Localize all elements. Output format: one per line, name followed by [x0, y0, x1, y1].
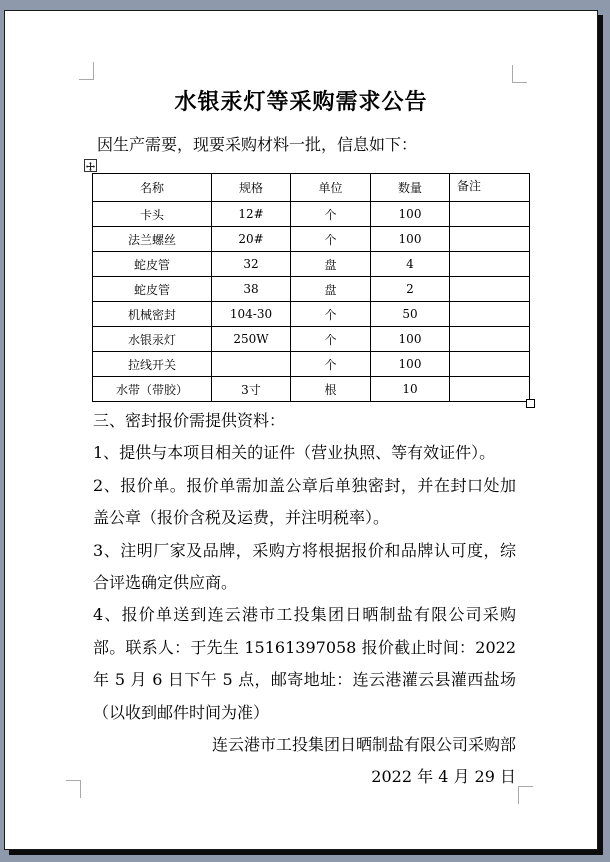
document-page: [4, 10, 598, 850]
table-cell: 250W: [212, 327, 291, 352]
table-cell: 4: [371, 252, 450, 277]
margin-mark-top-left: [79, 62, 94, 80]
table-cell: [212, 352, 291, 377]
table-cell: [450, 227, 530, 252]
table-row: [93, 302, 530, 327]
table-cell: 个: [291, 202, 371, 227]
table-cell: 104-30: [212, 302, 291, 327]
table-cell: [450, 202, 530, 227]
table-row: [93, 227, 530, 252]
table-row: [93, 377, 530, 402]
table-cell: 法兰螺丝: [93, 227, 212, 252]
table-cell: 12#: [212, 202, 291, 227]
margin-mark-bottom-left: [66, 780, 81, 798]
table-cell: 100: [371, 352, 450, 377]
table-cell: 盘: [291, 277, 371, 302]
table-header-cell: 单位: [291, 174, 371, 202]
table-cell: [450, 327, 530, 352]
table-row: [93, 352, 530, 377]
table-cell: 个: [291, 327, 371, 352]
table-row: [93, 277, 530, 302]
table-cell: 个: [291, 302, 371, 327]
table-header-cell: 数量: [371, 174, 450, 202]
date-line: 2022 年 4 月 29 日: [371, 767, 516, 787]
list-item-2: 2、报价单。报价单需加盖公章后单独密封，并在封口处加盖公章（报价含税及运费，并注明税率）。: [93, 475, 516, 528]
table-cell: 水银汞灯: [93, 327, 212, 352]
table-cell: 机械密封: [93, 302, 212, 327]
table-row: [93, 202, 530, 227]
table-row: [93, 327, 530, 352]
table-cell: 个: [291, 352, 371, 377]
table-cell: [450, 252, 530, 277]
table-cell: 38: [212, 277, 291, 302]
table-cell: 100: [371, 227, 450, 252]
table-cell: 盘: [291, 252, 371, 277]
section-heading: 三、密封报价需提供资料：: [93, 411, 286, 430]
table-cell: 个: [291, 227, 371, 252]
table-header-row: [93, 174, 530, 202]
table-row: [93, 252, 530, 277]
table-cell: [450, 302, 530, 327]
table-cell: 卡头: [93, 202, 212, 227]
table-cell: 根: [291, 377, 371, 402]
document-title: 水银汞灯等采购需求公告: [174, 89, 428, 115]
margin-mark-top-right: [512, 65, 527, 83]
table-cell: 100: [371, 202, 450, 227]
table-cell: [450, 352, 530, 377]
table-header-cell: 名称: [93, 174, 212, 202]
table-cell: 拉线开关: [93, 352, 212, 377]
table-cell: 蛇皮管: [93, 252, 212, 277]
table-cell: [450, 277, 530, 302]
list-item-3: 3、注明厂家及品牌，采购方将根据报价和品牌认可度，综合评选确定供应商。: [93, 540, 516, 593]
table-cell: 蛇皮管: [93, 277, 212, 302]
procurement-table: [92, 173, 530, 402]
body-text: [93, 405, 516, 794]
table-resize-handle[interactable]: [526, 399, 535, 408]
table-move-handle[interactable]: [84, 159, 97, 172]
table-cell: 水带（带胶）: [93, 377, 212, 402]
table-cell: 2: [371, 277, 450, 302]
table-cell: [450, 377, 530, 402]
list-item-1: 1、提供与本项目相关的证件（营业执照、等有效证件）。: [93, 443, 496, 463]
intro-paragraph: 因生产需要，现要采购材料一批，信息如下：: [97, 135, 418, 154]
table-cell: 10: [371, 377, 450, 402]
list-item-4: 4、报价单送到连云港市工投集团日晒制盐有限公司采购部。联系人：于先生 15161397058 报价截止时间：2022 年 5 月 6 日下午 5 点，邮寄地址：连云港灌云县灌西盐场（以收到邮件时间为准）: [93, 605, 516, 722]
margin-mark-bottom-right: [518, 786, 533, 804]
signature-line: 连云港市工投集团日晒制盐有限公司采购部: [211, 735, 516, 755]
table-cell: 100: [371, 327, 450, 352]
table-cell: 32: [212, 252, 291, 277]
table-header-cell: 备注: [450, 174, 530, 202]
table-cell: 20#: [212, 227, 291, 252]
table-cell: 50: [371, 302, 450, 327]
table-cell: 3寸: [212, 377, 291, 402]
table-header-cell: 规格: [212, 174, 291, 202]
